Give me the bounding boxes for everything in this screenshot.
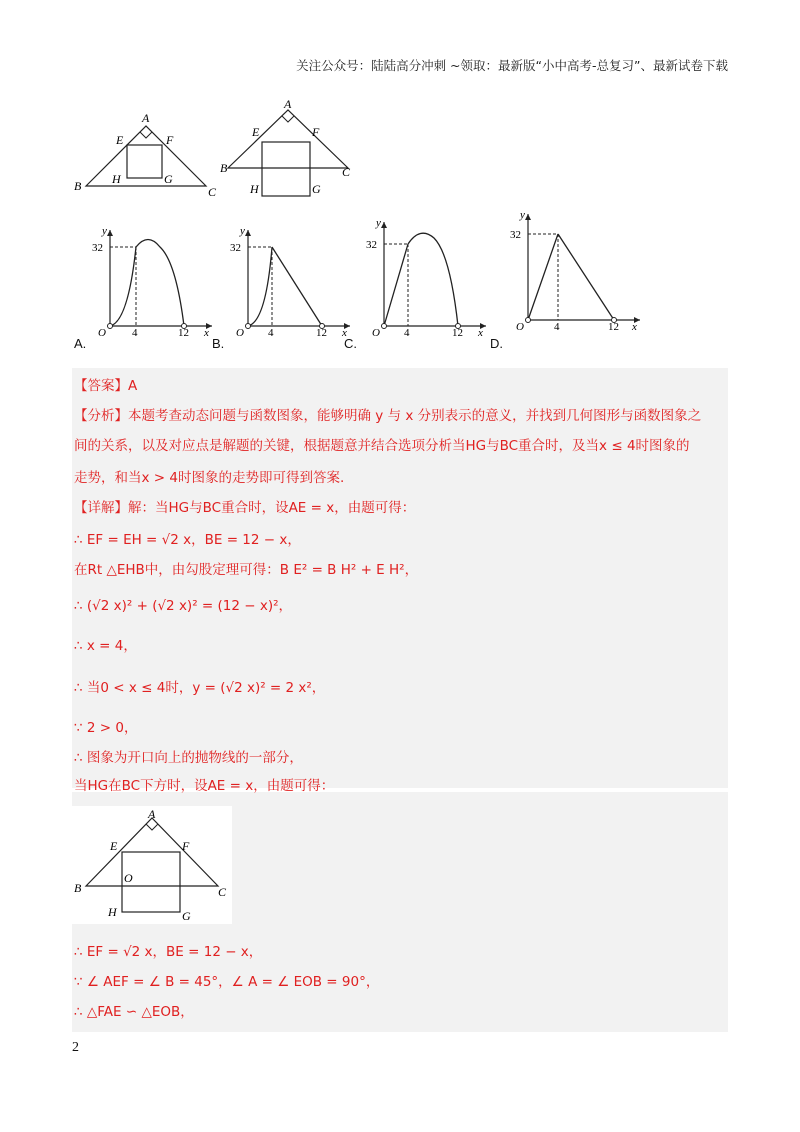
answer-tag: 【答案】 [74, 378, 128, 394]
origin-label: O [372, 327, 380, 338]
analysis-text-1: 本题考查动态问题与函数图象，能够明确 y 与 x 分别表示的意义，并找到几何图形与函数图象之 [128, 408, 702, 424]
label-C: C [208, 185, 217, 199]
label-F: F [182, 839, 190, 853]
label-F: F [166, 133, 174, 147]
option-graph-b [226, 222, 356, 338]
origin-label: O [236, 327, 244, 338]
page-number: 2 [72, 1040, 79, 1055]
answer-value: A [128, 378, 138, 394]
option-d-label: D. [490, 336, 503, 351]
label-G: G [312, 182, 321, 196]
label-A: A [142, 111, 150, 125]
label-G: G [182, 909, 191, 923]
x-tick-12: 12 [608, 321, 619, 333]
x-axis-label: x [478, 327, 483, 338]
equation-5: ∴ 当0 < x ≤ 4时，y = (√2 x)² = 2 x²， [74, 680, 326, 696]
detail-text-1: 解：当HG与BC重合时，设AE = x，由题可得： [128, 500, 416, 516]
x-tick-12: 12 [316, 327, 327, 338]
x-axis-label: x [204, 327, 209, 338]
equation-6: ∵ 2 > 0， [74, 720, 138, 736]
equation-4: ∴ x = 4， [74, 638, 137, 654]
y-axis-label: y [240, 225, 245, 237]
y-axis-label: y [376, 217, 381, 229]
equation-7: ∴ 图象为开口向上的抛物线的一部分， [74, 750, 303, 766]
y-tick-32: 32 [230, 242, 241, 254]
answer-line [74, 374, 137, 394]
x-tick-12: 12 [178, 327, 189, 338]
option-graph-c [362, 214, 492, 338]
y-axis-label: y [520, 209, 525, 221]
option-c-label: C. [344, 336, 357, 351]
label-B: B [220, 161, 228, 175]
label-A: A [284, 98, 292, 111]
triangle-figure-2 [220, 98, 360, 202]
label-E: E [116, 133, 124, 147]
solution-panel [72, 368, 728, 788]
equation-2: 在Rt △EHB中，由勾股定理可得：B E² = B H² + E H²， [74, 562, 419, 578]
triangle-figure-3 [72, 806, 232, 924]
option-b-label: B. [212, 336, 225, 351]
x-axis-label: x [342, 327, 347, 338]
equation-11: ∴ △FAE ∽ △EOB， [74, 1004, 194, 1020]
label-C: C [218, 885, 227, 899]
equation-9: ∴ EF = √2 x，BE = 12 − x， [74, 944, 263, 960]
x-axis-label: x [632, 321, 637, 333]
option-a-label: A. [74, 336, 87, 351]
y-axis-label: y [102, 225, 107, 237]
x-tick-4: 4 [268, 327, 274, 338]
y-tick-32: 32 [510, 229, 521, 241]
analysis-line-3: 走势，和当x > 4时图象的走势即可得到答案. [74, 470, 345, 486]
equation-10: ∵ ∠ AEF = ∠ B = 45°，∠ A = ∠ EOB = 90°， [74, 974, 380, 990]
page-header: 关注公众号：陆陆高分冲刺 ~领取：最新版“小中高考-总复习”、最新试卷下载 [296, 58, 728, 73]
label-B: B [74, 179, 82, 193]
equation-8: 当HG在BC下方时，设AE = x，由题可得： [74, 778, 335, 794]
analysis-line-2: 间的关系，以及对应点是解题的关键，根据题意并结合选项分析当HG与BC重合时，及当x ≤ 4时图象的 [74, 438, 690, 454]
label-H: H [250, 182, 259, 196]
equation-3: ∴ (√2 x)² + (√2 x)² = (12 − x)²， [74, 598, 293, 614]
analysis-line-1 [74, 404, 701, 424]
label-C: C [342, 165, 351, 179]
equation-1: ∴ EF = EH = √2 x，BE = 12 − x， [74, 532, 301, 548]
label-F: F [312, 125, 320, 139]
label-G: G [164, 172, 173, 186]
analysis-tag: 【分析】 [74, 408, 128, 424]
detail-tag: 【详解】 [74, 500, 128, 516]
label-E: E [110, 839, 118, 853]
label-A: A [148, 807, 156, 821]
origin-label: O [516, 321, 524, 333]
label-E: E [252, 125, 260, 139]
x-tick-4: 4 [132, 327, 138, 338]
origin-label: O [98, 327, 106, 338]
option-graph-a [88, 222, 218, 338]
detail-line-1 [74, 496, 415, 516]
x-tick-4: 4 [404, 327, 410, 338]
x-tick-12: 12 [452, 327, 463, 338]
label-O: O [124, 871, 133, 885]
triangle-figure-1 [72, 108, 232, 200]
label-H: H [112, 172, 121, 186]
option-graph-d [506, 206, 646, 336]
x-tick-4: 4 [554, 321, 560, 333]
y-tick-32: 32 [92, 242, 103, 254]
label-B: B [74, 881, 82, 895]
label-H: H [108, 905, 117, 919]
y-tick-32: 32 [366, 239, 377, 251]
